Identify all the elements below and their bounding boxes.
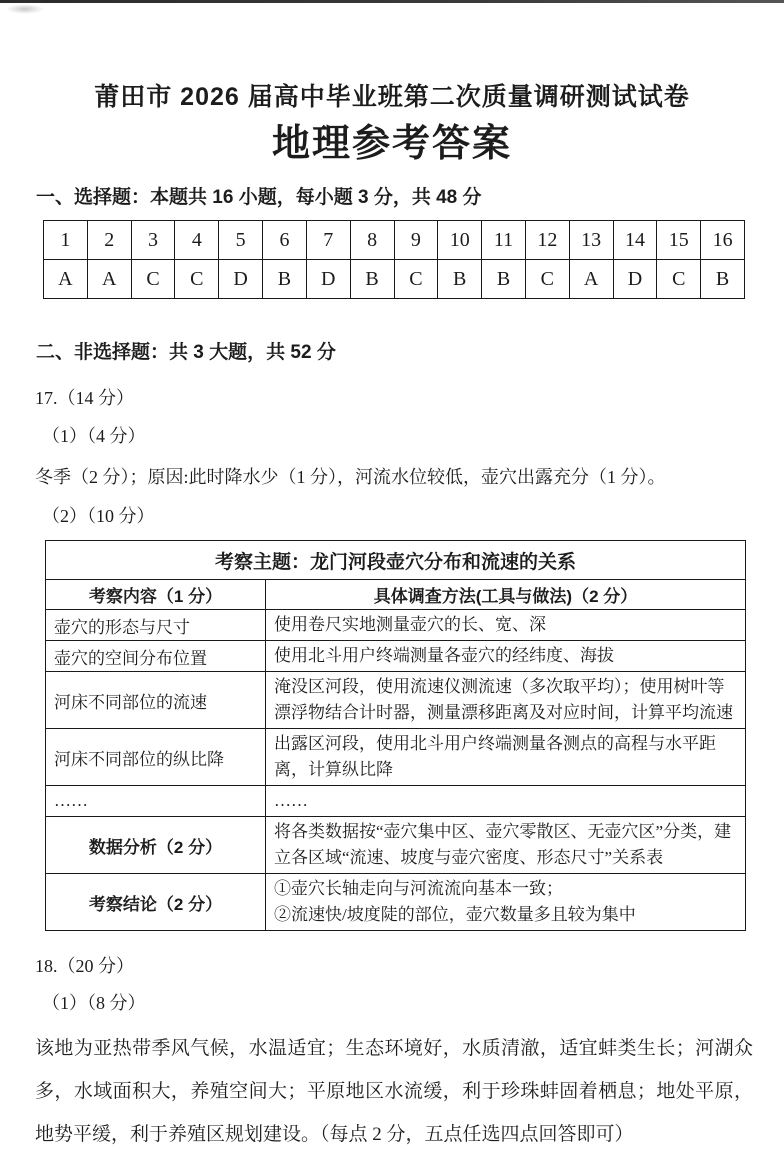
survey-table-row: [46, 672, 746, 729]
survey-content-cell: 河床不同部位的纵比降: [46, 729, 266, 786]
survey-method-cell: [266, 786, 746, 817]
answer-table-letter-row: [44, 260, 745, 299]
survey-table-row: [46, 786, 746, 817]
survey-method-line: 出露区河段，使用北斗用户终端测量各测点的高程与水平距离，计算纵比降: [274, 734, 716, 779]
question-number-cell: 10: [438, 221, 482, 260]
answer-letter-cell: A: [44, 260, 88, 299]
answer-letter-cell: B: [263, 260, 307, 299]
question-number-cell: 13: [569, 221, 613, 260]
section1-heading: 一、选择题：本题共 16 小题，每小题 3 分，共 48 分: [36, 187, 482, 208]
survey-method-line: ①壶穴长轴走向与河流流向基本一致；: [274, 879, 563, 898]
answer-letter-cell: B: [482, 260, 526, 299]
question-number-cell: 2: [87, 221, 131, 260]
answer-table-number-row: [44, 221, 745, 260]
survey-method-cell: [266, 817, 746, 874]
question-number-cell: 7: [306, 221, 350, 260]
choice-answer-table: [43, 220, 745, 299]
scan-smudge: [6, 4, 44, 14]
answer-letter-cell: B: [350, 260, 394, 299]
answer-letter-cell: A: [87, 260, 131, 299]
survey-col2-header: 具体调查方法(工具与做法)（2 分）: [266, 580, 746, 610]
exam-title: 莆田市 2026 届高中毕业班第二次质量调研测试试卷: [94, 83, 690, 111]
question-number-cell: 9: [394, 221, 438, 260]
question-number-cell: 6: [263, 221, 307, 260]
survey-table-row: [46, 729, 746, 786]
answer-letter-cell: C: [175, 260, 219, 299]
question-number-cell: 8: [350, 221, 394, 260]
survey-content-cell: 数据分析（2 分）: [46, 817, 266, 874]
question-number-cell: 16: [701, 221, 745, 260]
question-number-cell: 3: [131, 221, 175, 260]
answer-letter-cell: D: [613, 260, 657, 299]
question-number-cell: 15: [657, 221, 701, 260]
question-number-cell: 4: [175, 221, 219, 260]
survey-method-cell: [266, 641, 746, 672]
scan-edge: [0, 0, 784, 3]
answer-letter-cell: C: [525, 260, 569, 299]
question-number-cell: 11: [482, 221, 526, 260]
q17-part1-answer: 冬季（2 分）；原因:此时降水少（1 分），河流水位较低，壶穴出露充分（1 分）。: [35, 467, 666, 487]
survey-method-line: ……: [274, 791, 308, 810]
question-number-cell: 1: [44, 221, 88, 260]
q18-part1-answer: 该地为亚热带季风气候，水温适宜；生态环境好，水质清澈，适宜蚌类生长；河湖众多，水域面积大，养殖空间大；平原地区水流缓，利于珍珠蚌固着栖息；地处平原，地势平缓，利于养殖区规划建设。（每点 2 分，五点任选四点回答即可）: [35, 1038, 753, 1145]
survey-table-row: [46, 874, 746, 931]
survey-method-cell: [266, 729, 746, 786]
answer-letter-cell: D: [306, 260, 350, 299]
survey-method-line: 使用卷尺实地测量壶穴的长、宽、深: [274, 615, 546, 634]
survey-method-cell: [266, 672, 746, 729]
answer-letter-cell: C: [657, 260, 701, 299]
survey-content-cell: ……: [46, 786, 266, 817]
survey-content-cell: 壶穴的形态与尺寸: [46, 610, 266, 641]
survey-content-cell: 考察结论（2 分）: [46, 874, 266, 931]
survey-table-row: [46, 641, 746, 672]
survey-method-line: 淹没区河段，使用流速仪测流速（多次取平均）；使用树叶等漂浮物结合计时器，测量漂移距离及对应时间，计算平均流速: [274, 677, 733, 722]
survey-method-line: 使用北斗用户终端测量各壶穴的经纬度、海拔: [274, 646, 614, 665]
answer-letter-cell: B: [701, 260, 745, 299]
question-number-cell: 5: [219, 221, 263, 260]
survey-table-row: [46, 817, 746, 874]
survey-method-cell: [266, 874, 746, 931]
question-number-cell: 14: [613, 221, 657, 260]
survey-content-cell: 河床不同部位的流速: [46, 672, 266, 729]
q17-part1-label: （1）（4 分）: [42, 426, 146, 446]
survey-col1-header: 考察内容（1 分）: [46, 580, 266, 610]
q18-part1-label: （1）（8 分）: [42, 993, 146, 1013]
answer-letter-cell: A: [569, 260, 613, 299]
survey-method-cell: [266, 610, 746, 641]
answer-key-title: 地理参考答案: [271, 123, 512, 165]
answer-letter-cell: D: [219, 260, 263, 299]
answer-letter-cell: B: [438, 260, 482, 299]
survey-content-cell: 壶穴的空间分布位置: [46, 641, 266, 672]
q18-number: 18.（20 分）: [35, 956, 134, 976]
survey-method-line: ②流速快/坡度陡的部位，壶穴数量多且较为集中: [274, 905, 636, 924]
q17-number: 17.（14 分）: [35, 388, 134, 408]
survey-table-row: [46, 610, 746, 641]
survey-table-title: 考察主题：龙门河段壶穴分布和流速的关系: [46, 541, 746, 580]
q17-survey-table: [45, 540, 746, 931]
q17-part2-label: （2）（10 分）: [42, 506, 155, 526]
answer-letter-cell: C: [394, 260, 438, 299]
survey-method-line: 将各类数据按“壶穴集中区、壶穴零散区、无壶穴区”分类，建立各区域“流速、坡度与壶穴密度、形态尺寸”关系表: [274, 822, 732, 867]
section2-heading: 二、非选择题：共 3 大题，共 52 分: [36, 342, 336, 363]
answer-letter-cell: C: [131, 260, 175, 299]
question-number-cell: 12: [525, 221, 569, 260]
